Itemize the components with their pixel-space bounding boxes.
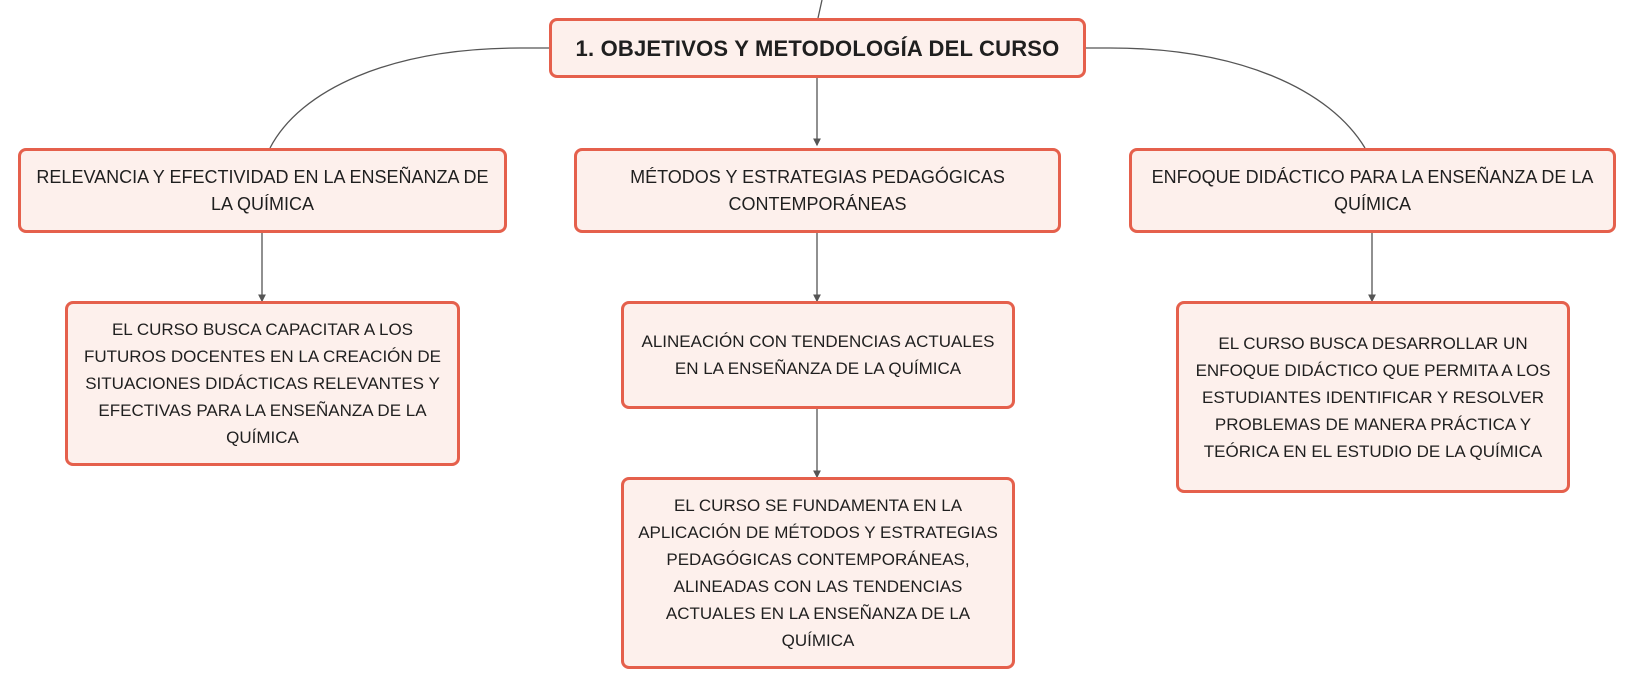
branch-node-label: MÉTODOS Y ESTRATEGIAS PEDAGÓGICAS CONTEMPORÁNEAS [630,166,1005,214]
branch-node-metodos[interactable] [574,148,1061,233]
connector-root-to-branch-3 [1085,48,1365,148]
leaf-node-label: EL CURSO SE FUNDAMENTA EN LA APLICACIÓN DE MÉTODOS Y ESTRATEGIAS PEDAGÓGICAS CONTEMPORÁNEAS, ALINEADAS CON LAS TENDENCIAS ACTUALES EN LA ENSEÑANZA DE LA QUÍMICA [638,496,998,650]
connector-root-to-branch-1 [270,48,549,148]
leaf-node-alineacion[interactable] [621,301,1015,409]
connector-incoming [818,0,822,18]
branch-node-label: ENFOQUE DIDÁCTICO PARA LA ENSEÑANZA DE LA QUÍMICA [1151,166,1594,214]
branch-node-label: RELEVANCIA Y EFECTIVIDAD EN LA ENSEÑANZA DE LA QUÍMICA [36,166,489,214]
root-node[interactable] [549,18,1086,78]
branch-node-relevancia[interactable] [18,148,507,233]
leaf-node-label: EL CURSO BUSCA DESARROLLAR UN ENFOQUE DIDÁCTICO QUE PERMITA A LOS ESTUDIANTES IDENTIFICAR Y RESOLVER PROBLEMAS DE MANERA PRÁCTICA Y TEÓRICA EN EL ESTUDIO DE LA QUÍMICA [1195,333,1551,461]
leaf-node-capacitar[interactable] [65,301,460,466]
root-node-label: 1. OBJETIVOS Y METODOLOGÍA DEL CURSO [575,35,1060,61]
branch-node-enfoque[interactable] [1129,148,1616,233]
leaf-node-fundamenta[interactable] [621,477,1015,669]
leaf-node-label: EL CURSO BUSCA CAPACITAR A LOS FUTUROS DOCENTES EN LA CREACIÓN DE SITUACIONES DIDÁCTICAS RELEVANTES Y EFECTIVAS PARA LA ENSEÑANZA DE LA QUÍMICA [83,320,442,447]
leaf-node-label: ALINEACIÓN CON TENDENCIAS ACTUALES EN LA ENSEÑANZA DE LA QUÍMICA [641,332,995,378]
leaf-node-desarrollar[interactable] [1176,301,1570,493]
